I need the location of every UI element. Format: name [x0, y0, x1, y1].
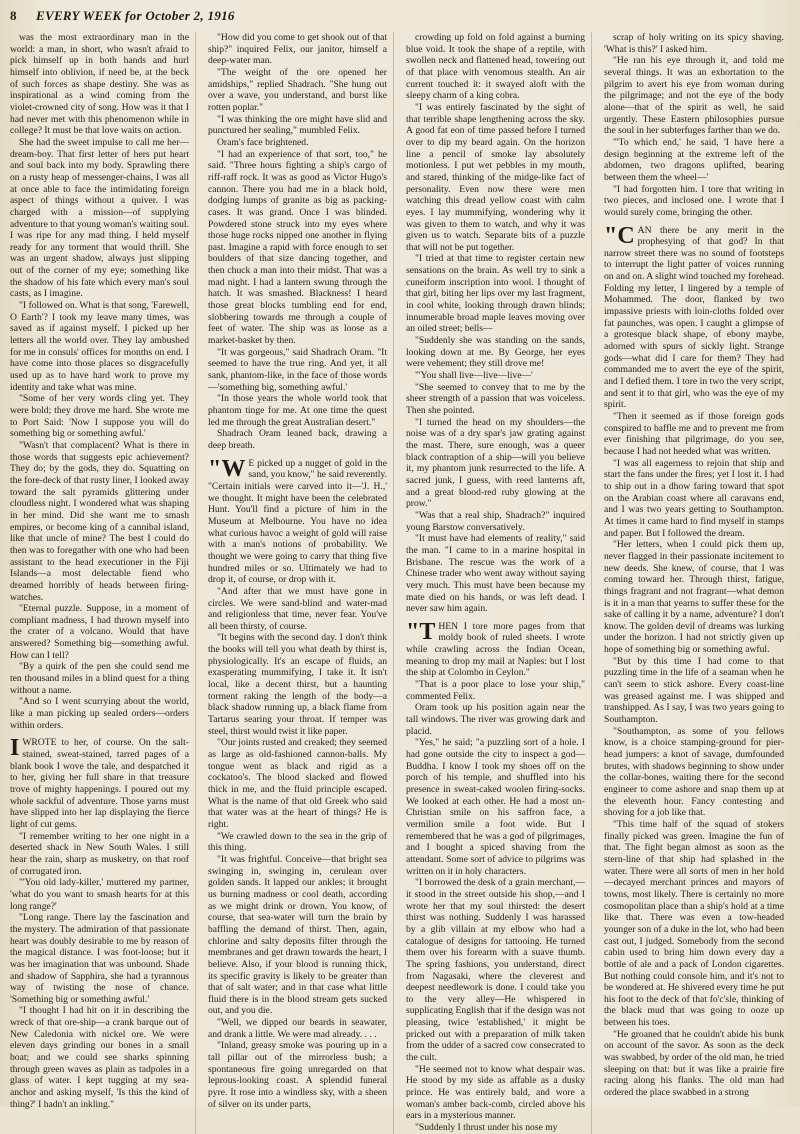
paragraph: "But by this time I had come to that puzzling time in the life of a seaman when he can't seem to stick ashore. Every coast-line was greased against me. I was shipped and transhipped. As I say, I was two years going to Southampton. [604, 655, 784, 726]
paragraph: "'You old lady-killer,' muttered my partner, 'what do you want to smash hearts for at this long range?' [10, 877, 189, 912]
paragraph: "I followed on. What is that song, 'Farewell, O Earth'? I took my leave many times, was saved as if against myself. I picked up her letters all the world over. They lay ambushed for me in consuls' offices for months on end. I have come into those places so disgracefully used up as to have hard work to prove my identity and take what was mine. [10, 300, 189, 393]
paragraph: "CAN there be any merit in the prophesying of that god? In that narrow street there was no sound of footsteps to interrupt the light patter of voices running on and on. A slight wind touched my forehead. Folding my letter, I lingered by a temple of Mohammed. The door, flanked by two impassive priests with loin-cloths folded over fat paunches, was open. I caught a glimpse of a grotesque black shape, of ebony maybe, adorned with spurs of sickly light. Strange gods—what did I care for them? They had commanded me to avert the eye of the spirit, and I defied them. I tore in two the very script, and sent it to that girl, who was the eye of my spirit. [604, 222, 784, 411]
paragraph: "In those years the whole world took that phantom tinge for me. At one time the quest led me through the great Australian desert." [208, 393, 387, 428]
paragraph: "Suddenly she was standing on the sands, looking down at me. By George, her eyes were vehement; they still drove me! [406, 335, 585, 370]
paragraph: "Wasn't that complacent? What is there in those words that suggests epic achievement? They do; by the gods, they do. Squatting on the fore-deck of that rusty liner, I looked away toward the salt pyramids glittering under cloudless night. I wondered what was shaping in her mind. Did she want me to smash empires, or become king of a cannibal island, like that uncle of mine? The best I could do then was to foregather with one who had been assistant to the head executioner in the Fiji Islands—a most delectable fiend who dreamed horribly of heads between firing-watches. [10, 439, 189, 603]
paragraph: "It was gorgeous," said Shadrach Oram. "It seemed to have the true ring. And yet, it all sank, phantom-like, in the face of those words—'something big, something awful.' [208, 346, 387, 393]
paragraph: scrap of holy writing on its spicy shaving. 'What is this?' I asked him. [604, 32, 784, 55]
paragraph: "I thought I had hit on it in describing the wreck of that ore-ship—a crank barque out of New Caledonia with nickel ore. We were eleven days grinding our bones in a small boat; and we could see sharks spinning through green waves as plain as tadpoles in a glass of water. I kept tugging at my sea-anchor and asking myself, 'Is this the kind of thing?' I hadn't an inkling." [10, 1005, 189, 1110]
page-number: 8 [10, 8, 17, 23]
paragraph: Oram took up his position again near the tall windows. The river was growing dark and placid. [406, 702, 585, 737]
paragraph: "Her letters, when I could pick them up, never flagged in their passionate incitement to new deeds. She knew, of course, that I was coming toward her. Through thirst, fatigue, things fragrant and not fragrant—what demon is it in a man that yearns to suffer these for the sake of calling it by a name, adventure? I don't know. The golden devil of dreams was lurking under the horizon. I had not strictly given up hope of something big or something awful. [604, 539, 784, 656]
page-header [10, 8, 790, 28]
paragraph: "I borrowed the desk of a grain merchant,—it stood in the street outside his shop,—and I wrote her that my soul thirsted: the desert thirst was nothing. Suddenly I was harassed by a glib villain at my elbow who had a catalogue of designs for tattooing. He turned them over his forearm with a suave thumb. The spring fashions, you understand, direct from Nagasaki, where the cleverest and deepest needlework is done. I could take you to the very alley—He whispered in supplicating English that if the design was not pleasing, twice 'established,' it might be pricked out with a preparation of milk taken from the udder of a sacred cow consecrated to the cult. [406, 877, 585, 1064]
paragraph: "I had an experience of that sort, too," he said. "Three hours fighting a ship's cargo of riff-raff rock. It was as good as Victor Hugo's cannon. There you had me in a black hold, dodging lumps of granite as big as packing-cases. It was grand. Once I was blinded. Powdered stone struck into my eyes where those huge rocks nipped one another in flying past. Imagine a rapid with force enough to set boulders of that size dancing together, and then chuck a man into their midst. That was a mad night. I had a lantern swung through the hatch. It was smashed. Blackness! I heard those great blocks tumbling end for end, slobbering towards me through a couple of feet of water. The ship was as loose as a market-basket by then. [208, 148, 387, 347]
paragraph: "He seemed not to know what despair was. He stood by my side as affable as a dusky prince. He was entirely bald, and wore a woman's amber back-comb, circled above his ears in a mysterious manner. [406, 1063, 585, 1122]
paragraph: "I turned the head on my shoulders—the noise was of a dry spar's jaw grating against the mast. There, sure enough, was a queer black contraption of a ship—will you believe it, my phantom junk resurrected to the life. A sacred junk, I guess, with reed lanterns aft, and a great blood-red ruby glowing at the prow." [406, 416, 585, 510]
paragraph: "WE picked up a nugget of gold in the sand, you know," he said reverently. "Certain initials were carved into it—'J. H.,' we thought. It might have been the celebrated Hunt. You'll find a picture of him in the Museum at Melbourne. You have no idea what curious havoc a weight of gold will raise with a man's notions of probability. We thought we were going to carry that thing five hundred miles or so. Ultimately we had to drop it, of course, or drop with it. [208, 455, 387, 586]
paragraph: "I was all eagerness to rejoin that ship and start the fans under the fires; yet I lost it. I had to ship out in a dhow faring toward that spot on the Arabian coast where all caravans end, and I was two years getting to Southampton. At times it came hard to find myself in stamps and paper. But I followed the dream. [604, 457, 784, 539]
paragraph: "That is a poor place to lose your ship," commented Felix. [406, 679, 585, 702]
paragraph: crowding up fold on fold against a burning blue void. It took the shape of a reptile, with swollen neck and flattened head, towering out of that place with venomous stealth. An air current touched it: it swayed aloft with the sleepy charm of a king cobra. [406, 32, 585, 102]
paragraph: "It begins with the second day. I don't think the books will tell you what death by thirst is, physiologically. It's an escape of fluids, an exasperating mummifying, I take it. It isn't local, like a decent thirst, but a haunting torment raking the length of the body—a black shadow running up, a black flame from Tartarus searing your throat. If temper was steel, thirst would twist it like paper. [208, 632, 387, 737]
paragraph: "Yes," he said; "a puzzling sort of a hole. I had gone outside the city to inspect a god—Buddha. I know I took my shoes off on the porch of his temple, and shuffled into his presence in sweat-caked woolen firing-socks. We looked at each other. He had a most un-Christian smile on his saffron face, a vermilion smile a foot wide. But I remembered that he was a god of pilgrimages, and I bought a spiced shaving from the attendant. Some sort of advice to pilgrims was written on it in holy characters. [406, 737, 585, 877]
paragraph: "It must have had elements of reality," said the man. "I came to in a marine hospital in Brisbane. The rescue was the work of a Chinese trader who went away without saying very much. This must have been because my mate died on his hands, or was left dead. I never saw him again. [406, 533, 585, 615]
paragraph: "And after that we must have gone in circles. We were sand-blind and water-mad and religionless that time, never fear. You've all been thirsty, of course. [208, 585, 387, 632]
paragraph: "I remember writing to her one night in a deserted shack in New South Wales. I still hear the rain, sharp as musketry, on that roof of corrugated iron. [10, 830, 189, 877]
paragraph: "'You shall live—live—live—' [415, 370, 533, 382]
paragraph: "Our joints rusted and creaked; they seemed as large as old-fashioned cannon-balls. My tongue went as black and rigid as a cockatoo's. The blood slacked and flowed thick in me, and the fluid principle escaped. What is the name of that old Greek who said that water was at the heart of things? He is right. [208, 737, 387, 830]
paragraph: "Long range. There lay the fascination and the mystery. The admiration of that passionate heart was doubly desirable to me by reason of the magical distance. I was foot-loose; but it was her imagination that was unbound. Shade and shadow of Sapphira, she had a tyrannous way of twisting the nose of chance. 'Something big or something awful.' [10, 912, 189, 1005]
paragraph: "I was entirely fascinated by the sight of that terrible shape lengthening across the sky. A good fat eon of time passed before I turned over to dip my beard again. On the horizon line a pencil of smoke lay absolutely motionless. I put wet pebbles in my mouth, and stared, thinking of the midge-like fact of personality. Even now there were men watching this dread yellow coast with calm eyes. I lay mummifying, wondering why it was given to them to watch, and why it was given us to watch. Separate bits of a puzzle that will not be put together. [406, 101, 585, 253]
paragraph: "Then it seemed as if those foreign gods conspired to baffle me and to prevent me from ever finishing that pilgrimage, do you see, because I had not heeded what was written. [604, 411, 784, 457]
paragraph: "I tried at that time to register certain new sensations on the brain. As well try to sink a cuneiform inscription into wool. I thought of that girl, biting her lips over my last fragment, in cool white, looking through drawn blinds; innumerable broad maple leaves moving over an oiled street; bells— [406, 253, 585, 335]
paragraph: "THEN I tore more pages from that moldy book of ruled sheets. I wrote while crawling across the Indian Ocean, meaning to drop my mail at Naples: but I lost the ship at Colombo in Ceylon." [406, 618, 585, 679]
text-column-2 [208, 32, 394, 1134]
paragraph: "Inland, greasy smoke was pouring up in a tall pillar out of the mirrorless bush; a spontaneous fire going unregarded on that leprous-looking coast. A splendid funeral pyre. It rose into a windless sky, with a sheen of silver on its under parts, [208, 1040, 387, 1110]
paragraph: "Eternal puzzle. Suppose, in a moment of compliant madness, I had thrown myself into the crater of a volcano. Would that have answered? Something big—something awful. How can I tell? [10, 603, 189, 661]
paragraph: "And so I went scurrying about the world, like a man picking up sealed orders—orders within orders. [10, 696, 189, 731]
paragraph: "Some of her very words cling yet. They were bold; they drove me hard. She wrote me to Port Said: 'Now I suppose you will do something big or something awful.' [10, 393, 189, 440]
text-column-3 [406, 32, 592, 1134]
paragraph: "This time half of the squad of stokers finally picked was green. Imagine the fun of that. The fight began almost as soon as the stern-line of that ship had splashed in the water. There were all sorts of men in her hold—decayed merchant princes and mayors of towns, most likely. There is certainly no more cosmopolitan place than a ship's hold at a time like that. There was even a tow-headed younger son of a duke in the lot, who had been cast out, I judged. Somebody from the second cabin used to bring him down every day a bottle of ale and a pack of London cigarettes. But nothing could console him, and it's not to be wondered at. He shivered every time he put his foot to the deck of that fo'c'sle, thinking of the black mud that was going to ooze up between his toes. [604, 818, 784, 1029]
paragraph: Oram's face brightened. [217, 136, 309, 148]
paragraph: "How did you come to get shook out of that ship?" inquired Felix, our janitor, himself a deep-water man. [208, 32, 387, 67]
paragraph: "Southampton, as some of you fellows know, is a choice stamping-ground for pier-head jumpers: a knot of savage, dumfounded brutes, with shadows beginning to show under the collar-bones, waiting there for the second engineer to come ashore and snap them up at the eleventh hour. Fancy contesting and shoving for a job like that. [604, 725, 784, 819]
paragraph: IWROTE to her, of course. On the salt-stained, sweat-stained, tarred pages of a blank book I wove the tale, and despatched it to her, giving her full share in that treasure trove of mighty happenings. I poured out my whole sackful of adventure. Those yarns must have slipped into her lap displaying the fierce light of cut gems. [10, 735, 189, 830]
paragraph: Shadrach Oram leaned back, drawing a deep breath. [208, 428, 387, 451]
paragraph: "By a quirk of the pen she could send me ten thousand miles in a blind quest for a thing without a name. [10, 661, 189, 696]
paragraph: "I had forgotten him. I tore that writing in two pieces, and inclosed one. I wrote that I would surely come, bringing the other. [604, 183, 784, 218]
paragraph: She had the sweet impulse to call me her—dream-boy. That first letter of hers put heart and soul back into my body. Sprawling there on a rusty heap of messenger-chains, I was all at once able to face the intimidating foreign aspect of things without a quiver. I was charged with a mission—of supplying adventure to that young woman's waiting soul. I was ripe for any mad thing. I held myself ready for any torment that would thrill. She was an urgent shadow, always just slipping out of the corner of my eye; something like the shadow of his fate which every man's soul casts, as I imagine. [10, 136, 189, 300]
paragraph: "We crawled down to the sea in the grip of this thing. [208, 830, 387, 854]
text-column-1 [10, 32, 196, 1134]
paragraph: "He groaned that he couldn't abide his bunk on account of the savor. As soon as the deck was swabbed, by order of the old man, he tried sleeping on that: but it was like a prairie fire racing along his flanks. The old man had ordered the place swabbed in a strong [604, 1028, 784, 1099]
paragraph: "I was thinking the ore might have slid and punctured her sealing," mumbled Felix. [208, 113, 387, 137]
paragraph: "Was that a real ship, Shadrach?" inquired young Barstow conversatively. [406, 509, 585, 533]
paragraph: "'To which end,' he said, 'I have here a design beginning at the extreme left of the abdomen, two dragons uplifted, bearing between them the wheel—' [604, 136, 784, 183]
paragraph: "She seemed to convey that to me by the sheer strength of a passion that was voiceless. Then she pointed. [406, 381, 585, 416]
article-columns [10, 32, 790, 1134]
paragraph: "Suddenly I thrust under his nose my [415, 1122, 558, 1134]
paragraph: was the most extraordinary man in the world: a man, in short, who wasn't afraid to pick himself up in both hands and hurl himself into oblivion, if need be, at the beck of such forces as shape destiny. She was as inspirational as a wind coming from the violet-crowned city of song. How was it that I had never met with this phenomenon while in college? It must be that love waits on action. [10, 32, 189, 137]
text-column-4 [604, 32, 790, 1134]
paragraph: "The weight of the ore opened her amidships," replied Shadrach. "She hung out over a wave, you understand, and burst like rotten poplar." [208, 66, 387, 113]
paragraph: "Well, we dipped our beards in seawater, and drank a little. We were mad already. . . . [208, 1017, 387, 1040]
paragraph: "He ran his eye through it, and told me several things. It was an exhortation to the pilgrim to avert his eye from woman during the pilgrimage; and not the eye of the body alone—that of the spirit as well, he said urgently. These Eastern philosophies pursue the soul in her subterfuges farther than we do. [604, 55, 784, 137]
running-title: EVERY WEEK for October 2, 1916 [36, 8, 235, 23]
paragraph: "It was frightful. Conceive—that bright sea swinging in, swinging in, cerulean over golden sands. It lapped our ankles; it brought us burning madness or cool death, according as we might drink or drown. You know, of course, that sea-water will turn the brain by baffling the demand of thirst. Then, again, chlorine and salty deposits filter through the membranes and get drawn towards the heart, I believe. Also, if your blood is running thick, its specific gravity is likely to be greater than that of salt water; and in that case what little fluid there is in the blood stream gets sucked out, and you die. [208, 853, 387, 1017]
